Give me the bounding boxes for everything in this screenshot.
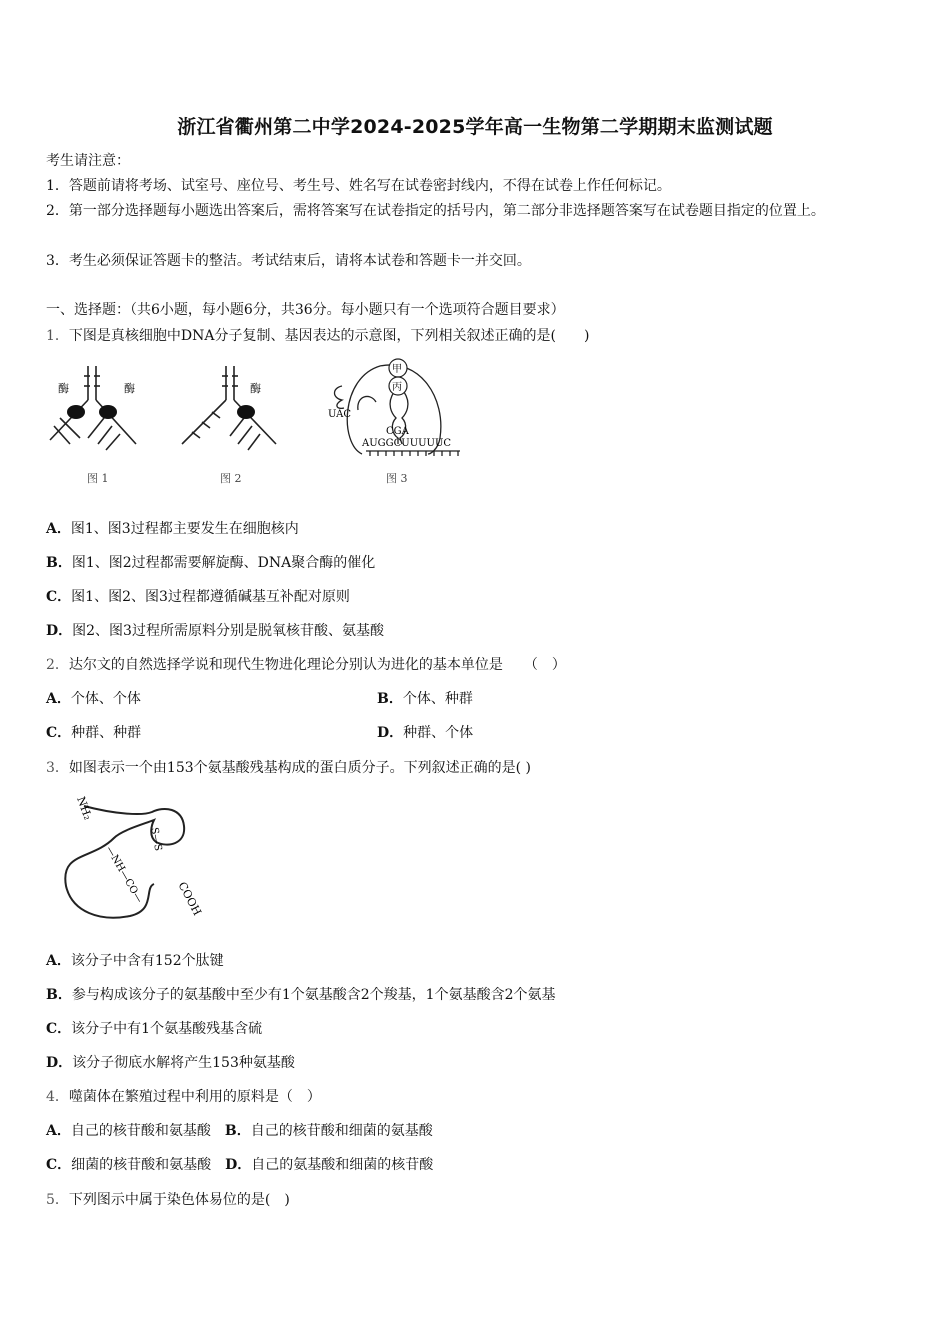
label-uac: UAC bbox=[328, 409, 351, 420]
label-bing: 丙 bbox=[392, 382, 402, 393]
question-1 bbox=[46, 327, 589, 345]
notice-item-2: 2．第一部分选择题每小题选出答案后，需将答案写在试卷指定的括号内，第二部分非选择题答案写在试卷题目指定的位置上。 bbox=[46, 203, 825, 219]
figure-2 bbox=[182, 366, 276, 450]
question-stem: 下列图示中属于染色体易位的是( ) bbox=[68, 1192, 290, 1208]
notice-item-3: 3．考生必须保证答题卡的整洁。考试结束后，请将本试卷和答题卡一并交回。 bbox=[46, 253, 531, 269]
figure-1 bbox=[50, 366, 136, 450]
figure-2-caption: 图 2 bbox=[220, 472, 242, 485]
option-2d: D．种群、个体 bbox=[377, 725, 474, 741]
option-3c: C．该分子中有1个氨基酸残基含硫 bbox=[46, 1021, 263, 1037]
option-2c: C．种群、种群 bbox=[46, 725, 142, 741]
option-1c: C．图1、图2、图3过程都遵循碱基互补配对原则 bbox=[46, 589, 350, 605]
question-number: 3． bbox=[46, 760, 69, 776]
option-1d: D．图2、图3过程所需原料分别是脱氧核苷酸、氨基酸 bbox=[46, 623, 384, 639]
option-1b: B．图1、图2过程都需要解旋酶、DNA聚合酶的催化 bbox=[46, 555, 376, 571]
question-stem: 下图是真核细胞中DNA分子复制、基因表达的示意图，下列相关叙述正确的是( ) bbox=[68, 328, 590, 344]
question-stem: 噬菌体在繁殖过程中利用的原料是（ ） bbox=[68, 1089, 321, 1105]
question-5 bbox=[46, 1191, 290, 1209]
label-cga: CGA bbox=[386, 426, 409, 437]
enzyme-label: 酶 bbox=[124, 382, 135, 395]
option-3a: A．该分子中含有152个肽键 bbox=[46, 953, 224, 969]
figure-3-caption: 图 3 bbox=[386, 472, 408, 485]
label-cooh: COOH bbox=[175, 879, 204, 918]
question-number: 5． bbox=[46, 1192, 69, 1208]
option-3d: D．该分子彻底水解将产生153种氨基酸 bbox=[46, 1055, 295, 1071]
label-disulfide: S—S bbox=[148, 826, 164, 852]
question-number: 2． bbox=[46, 657, 69, 673]
enzyme-blob bbox=[99, 405, 117, 419]
question-4 bbox=[46, 1088, 321, 1106]
protein-figure bbox=[44, 786, 224, 926]
enzyme-blob bbox=[67, 405, 85, 419]
protein-chain bbox=[65, 806, 184, 918]
option-2b: B．个体、种群 bbox=[377, 691, 473, 707]
option-4cd: C．细菌的核苷酸和氨基酸 D．自己的氨基酸和细菌的核苷酸 bbox=[46, 1157, 434, 1173]
enzyme-label: 酶 bbox=[250, 382, 261, 395]
option-2a: A．个体、个体 bbox=[46, 691, 141, 707]
question-3 bbox=[46, 759, 531, 777]
enzyme-blob bbox=[237, 405, 255, 419]
question-stem: 达尔文的自然选择学说和现代生物进化理论分别认为进化的基本单位是 （ ） bbox=[68, 657, 566, 673]
section-heading: 一、选择题：（共6小题，每小题6分，共36分。每小题只有一个选项符合题目要求） bbox=[46, 302, 565, 318]
option-3b: B．参与构成该分子的氨基酸中至少有1个氨基酸含2个羧基，1个氨基酸含2个氨基 bbox=[46, 987, 556, 1003]
enzyme-label: 酶 bbox=[58, 382, 69, 395]
question-number: 1． bbox=[46, 328, 69, 344]
label-mrna: AUGGCUUUUUC bbox=[362, 438, 452, 449]
page-title: 浙江省衢州第二中学2024-2025学年高一生物第二学期期末监测试题 bbox=[177, 116, 773, 138]
notice-item-1: 1．答题前请将考场、试室号、座位号、考生号、姓名写在试卷密封线内，不得在试卷上作任何标记。 bbox=[46, 178, 671, 194]
question-stem: 如图表示一个由153个氨基酸残基构成的蛋白质分子。下列叙述正确的是( ) bbox=[68, 760, 532, 776]
label-peptide: —NH—CO— bbox=[103, 844, 145, 905]
label-nh2: NH₂ bbox=[74, 794, 95, 822]
option-1a: A．图1、图3过程都主要发生在细胞核内 bbox=[46, 521, 299, 537]
dna-replication-figure bbox=[40, 358, 480, 490]
question-2 bbox=[46, 656, 566, 674]
question-number: 4． bbox=[46, 1089, 69, 1105]
option-4ab: A．自己的核苷酸和氨基酸 B．自己的核苷酸和细菌的氨基酸 bbox=[46, 1123, 433, 1139]
notice-heading: 考生请注意： bbox=[46, 153, 130, 169]
figure-1-caption: 图 1 bbox=[87, 472, 109, 485]
label-jia: 甲 bbox=[392, 364, 402, 375]
